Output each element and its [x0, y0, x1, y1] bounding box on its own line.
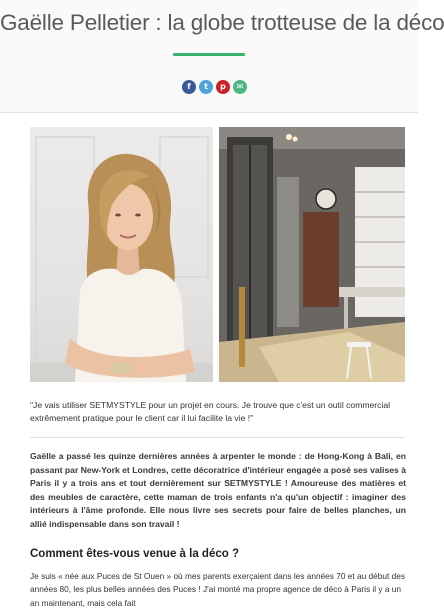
section-body: Je suis « née aux Puces de St Ouen » où mes parents exerçaient dans les années 70 et au début des années 80, les plus belles années des Puces ! J'ai monté ma propre agence de déco à Paris il y a un an maintenant, mais cela fait	[30, 571, 405, 608]
article-intro: Gaëlle a passé les quinze dernières années à arpenter le monde : de Hong-Kong à Bali, en passant par New-York et Londres, cette décoratrice d'intérieur engagée a posé ses valises à Paris il y a trois ans et tout dernièrement sur SETMYSTYLE ! Amoureuse des matières et des meubles de caractère, cette maman de trois enfants n'a qu'un objectif : imaginer des intérieurs à l'âme profonde. Elle nous livre ses secrets pour faire de belles planches, un allié indispensable dans son travail !	[30, 451, 406, 529]
email-icon[interactable]: ✉	[233, 80, 247, 94]
facebook-icon[interactable]: f	[182, 80, 196, 94]
article-title: Gaëlle Pelletier : la globe trotteuse de la déco	[0, 10, 444, 35]
portrait-illustration	[30, 127, 213, 382]
share-bar	[182, 80, 247, 94]
interior-illustration	[219, 127, 405, 382]
pinterest-icon[interactable]: p	[216, 80, 230, 94]
portrait-photo	[30, 127, 213, 382]
testimonial-quote: "Je vais utiliser SETMYSTYLE pour un projet en cours. Je trouve que c'est un outil commercial extrêmement pratique pour le client car il lui facilite la vie !"	[30, 400, 391, 423]
title-underline	[173, 53, 245, 56]
twitter-icon[interactable]: t	[199, 80, 213, 94]
section-heading: Comment êtes-vous venue à la déco ?	[30, 548, 239, 560]
article-header	[0, 0, 444, 113]
interior-photo	[219, 127, 405, 382]
divider	[30, 437, 405, 438]
